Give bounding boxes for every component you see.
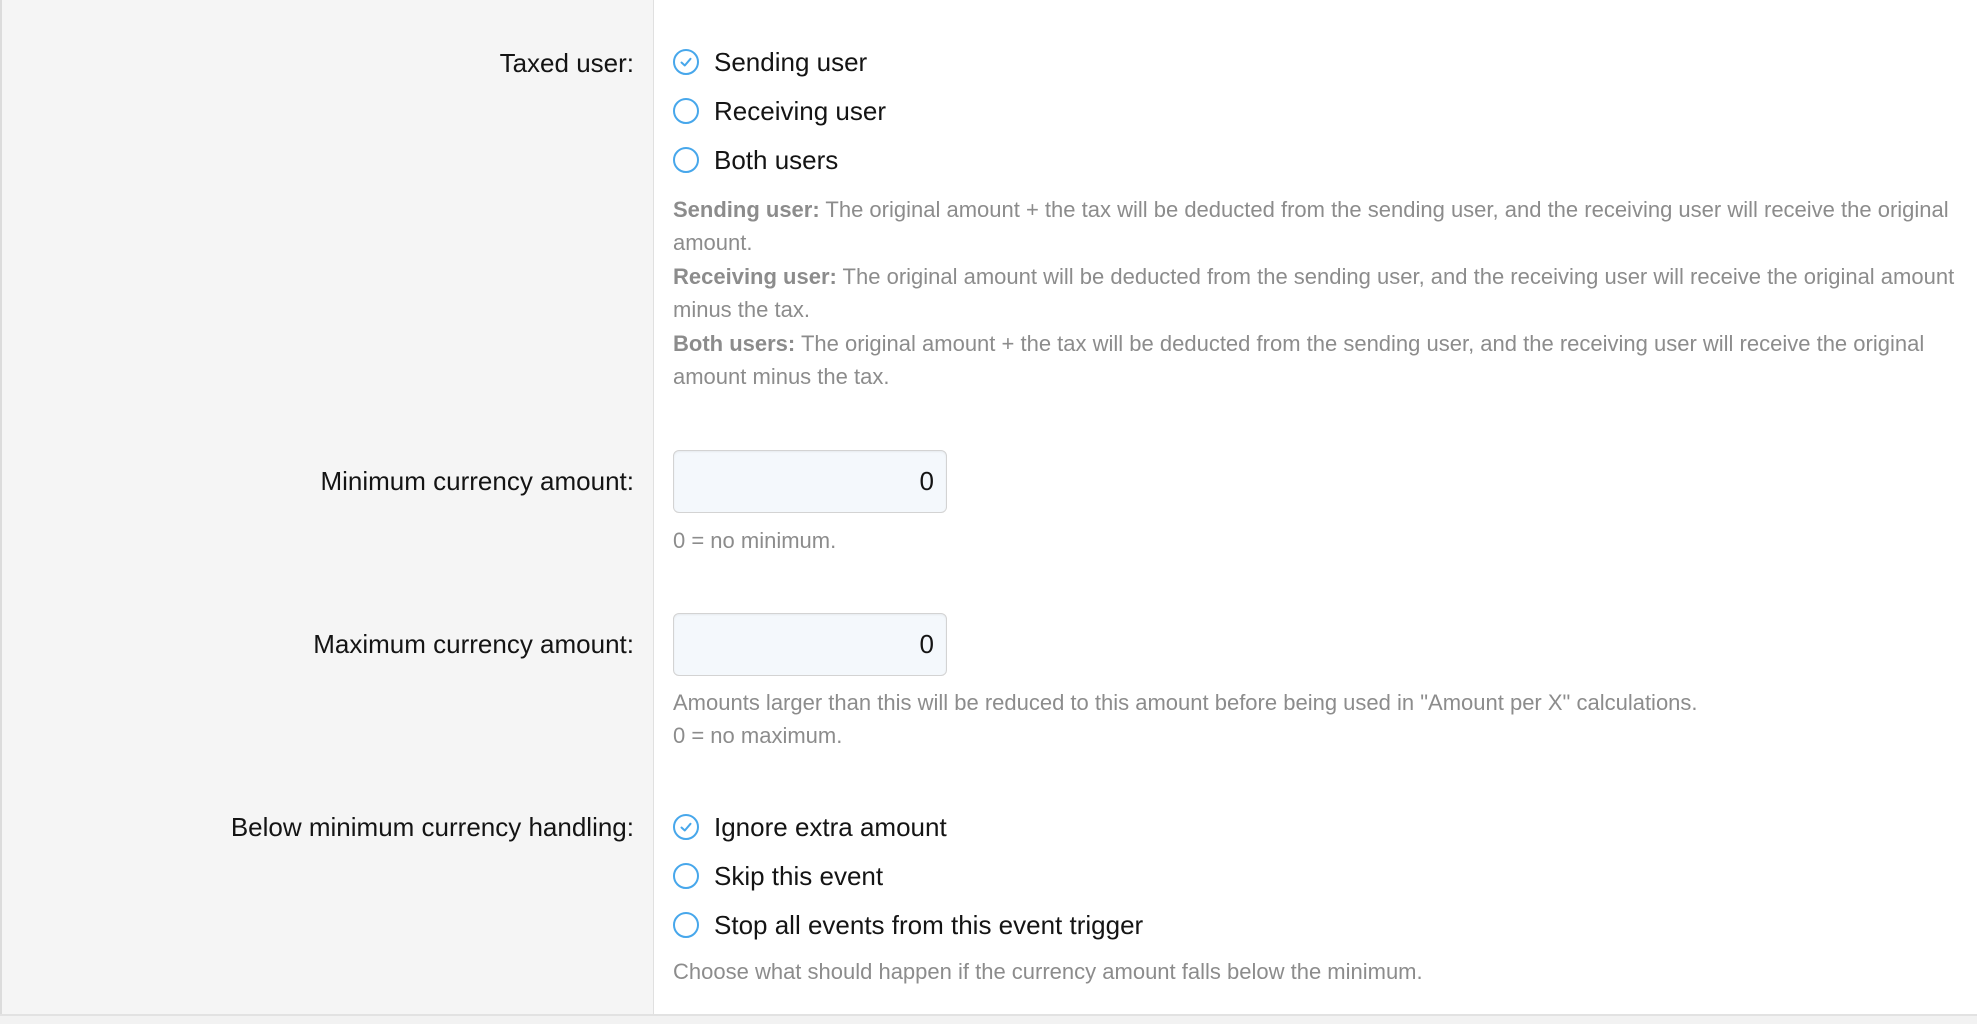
radio-label: Skip this event [714,860,884,891]
min-amount-hint: 0 = no minimum. [673,528,837,553]
radio-skip-this-event[interactable] [673,859,883,893]
radio-sending-user[interactable] [673,45,867,79]
max-amount-hint-line1: Amounts larger than this will be reduced to this amount before being used in "Amount per X" calculations. [673,690,1698,715]
check-circle-icon [673,49,699,75]
max-amount-hint [673,686,1963,752]
radio-ignore-extra-amount[interactable] [673,810,947,844]
radio-label: Stop all events from this event trigger [714,909,1144,940]
taxed-user-explanation [673,193,1963,393]
max-amount-input[interactable] [673,613,947,676]
max-amount-hint-line2: 0 = no maximum. [673,723,843,748]
label-column [2,0,654,1014]
below-min-label: Below minimum currency handling: [230,812,634,842]
radio-stop-all-events[interactable] [673,908,1143,942]
radio-label: Receiving user [714,95,886,126]
radio-label: Sending user [714,46,868,77]
explanation-receiving: Receiving user: The original amount will be deducted from the sending user, and the receiving user will receive the original amount minus the tax. [673,264,1955,322]
radio-label: Ignore extra amount [714,811,947,842]
explanation-both: Both users: The original amount + the tax will be deducted from the sending user, and the receiving user will receive the original amount minus the tax. [673,331,1925,389]
radio-both-users[interactable] [673,143,838,177]
empty-circle-icon [673,147,699,173]
empty-circle-icon [673,98,699,124]
empty-circle-icon [673,863,699,889]
radio-receiving-user[interactable] [673,94,886,128]
check-circle-icon [673,814,699,840]
min-amount-label: Minimum currency amount: [320,466,634,496]
max-amount-label: Maximum currency amount: [313,629,634,659]
empty-circle-icon [673,912,699,938]
radio-label: Both users [714,144,839,175]
explanation-sending: Sending user: The original amount + the tax will be deducted from the sending user, and the receiving user will receive the original amount. [673,197,1949,255]
taxed-user-label: Taxed user: [499,48,634,78]
form-footer-strip [0,1014,1977,1024]
below-min-hint: Choose what should happen if the currency amount falls below the minimum. [673,959,1423,984]
min-amount-input[interactable] [673,450,947,513]
